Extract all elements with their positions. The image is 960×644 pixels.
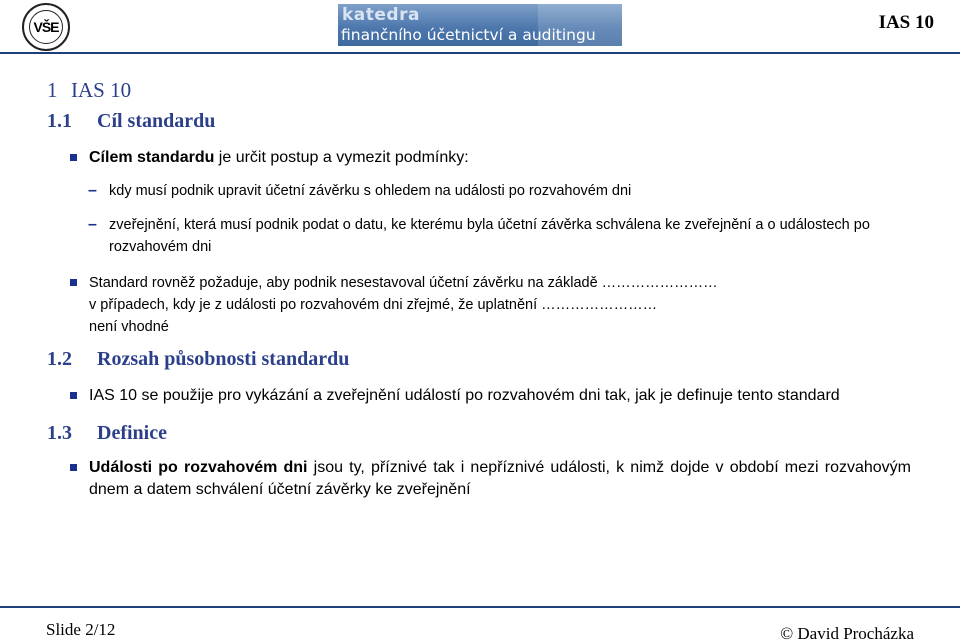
subsection-number: 1.1	[47, 110, 72, 132]
subsection-heading-1	[47, 110, 215, 133]
dash-text: zveřejnění, která musí podnik podat o datu, ke kterému byla účetní závěrka schválena ke zveřejnění a o událostech po rozvahovém dni	[109, 217, 870, 255]
bullet-marker	[70, 392, 77, 399]
bullet-marker	[70, 279, 77, 286]
bullet-scope	[70, 385, 930, 407]
bullet-marker	[70, 464, 77, 471]
bullet-bold: Cílem standardu	[89, 149, 215, 166]
subsection-title: Definice	[97, 422, 167, 444]
bullet-line-1: Standard rovněž požaduje, aby podnik nesestavoval účetní závěrku na základě ……………………	[89, 275, 718, 291]
bullet-standard	[70, 272, 930, 338]
subsection-number: 1.2	[47, 348, 72, 370]
banner-line2: finančního účetnictví a auditingu	[341, 26, 596, 44]
dash-text: kdy musí podnik upravit účetní závěrku s ohledem na události po rozvahovém dni	[109, 183, 632, 199]
subsection-number: 1.3	[47, 422, 72, 444]
bullet-marker	[70, 154, 77, 161]
dash-item-1	[70, 180, 930, 202]
definition-text: jsou ty, příznivé tak i nepříznivé události, k nimž dojde v období mezi rozvahovým dnem a datem schválení účetní závěrky ke zveřejnění	[89, 459, 911, 498]
bullet-goal	[70, 147, 930, 169]
header-divider	[0, 52, 960, 54]
banner-line1: katedra	[342, 5, 420, 25]
dash-item-2	[70, 214, 930, 258]
slide-number: Slide 2/12	[46, 620, 116, 639]
subsection-title: Rozsah působnosti standardu	[97, 348, 350, 370]
dash-marker: –	[88, 216, 97, 233]
bullet-text: je určit postup a vymezit podmínky:	[214, 149, 469, 166]
definition-term: Události po rozvahovém dni	[89, 459, 308, 476]
header-title: IAS 10	[878, 12, 934, 33]
subsection-title: Cíl standardu	[97, 110, 216, 132]
bullet-line-2: v případech, kdy je z události po rozvahovém dni zřejmé, že uplatnění ……………………	[89, 297, 658, 313]
bullet-definition	[70, 457, 930, 501]
section-number: 1	[47, 78, 58, 102]
subsection-heading-2	[47, 348, 349, 371]
bullet-line-3: není vhodné	[89, 319, 169, 335]
department-banner	[338, 4, 622, 46]
subsection-heading-3	[47, 422, 167, 445]
dash-marker: –	[88, 182, 97, 199]
footer-divider	[0, 606, 960, 608]
author-credit: © David Procházka	[780, 624, 914, 643]
bullet-text: IAS 10 se použije pro vykázání a zveřejnění událostí po rozvahovém dni tak, jak je definuje tento standard	[89, 387, 840, 404]
vse-logo-text: VŠE	[29, 10, 63, 44]
vse-logo	[22, 3, 70, 51]
section-title: IAS 10	[71, 78, 132, 102]
section-heading	[47, 78, 131, 103]
